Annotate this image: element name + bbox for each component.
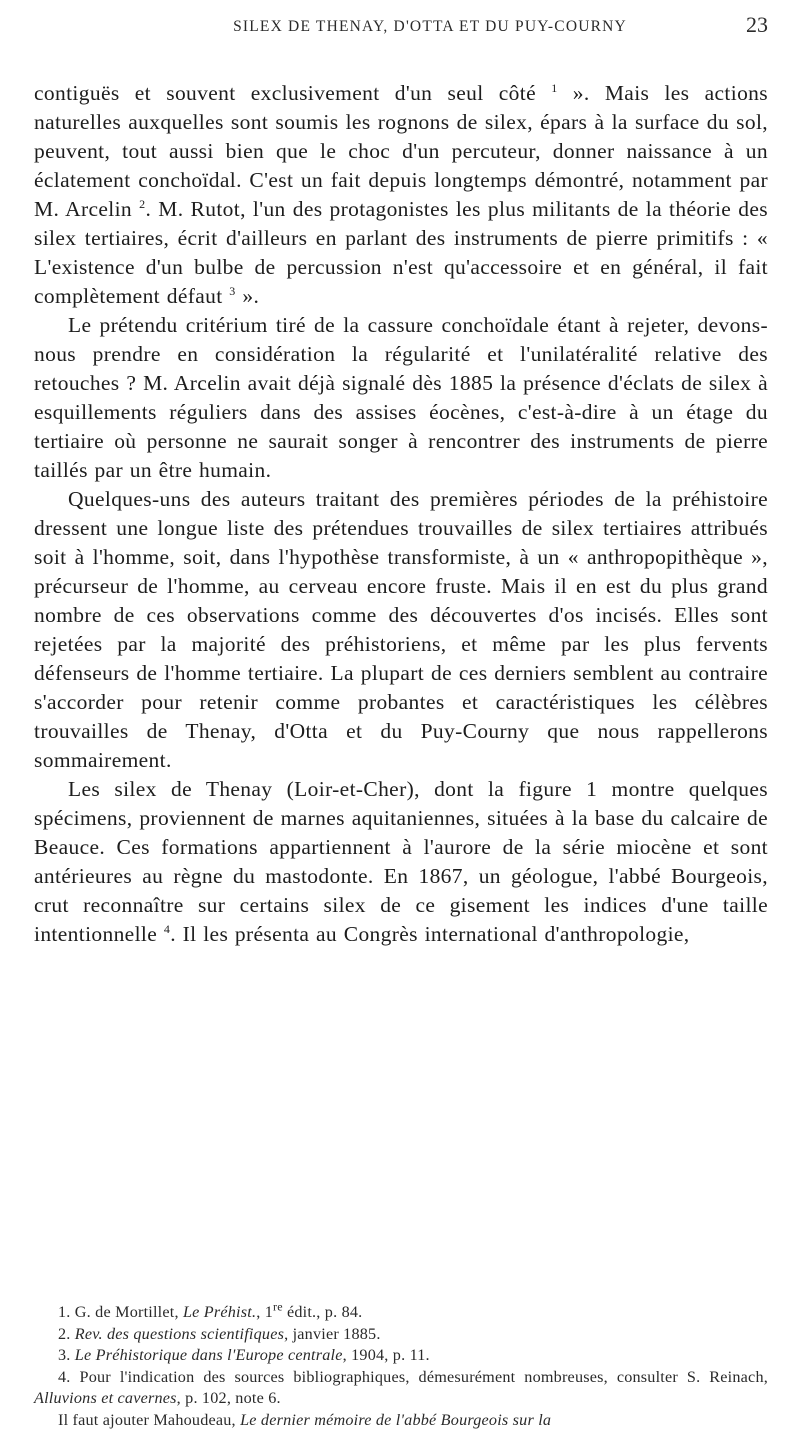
footnote-ref-4: 4 — [164, 922, 170, 936]
footnote-2-title: Rev. des questions scientifiques — [75, 1325, 284, 1343]
footnote-5 — [34, 1410, 768, 1431]
paragraph-1-text-c: . M. Rutot, l'un des protagonistes les plus militants de la théorie des silex tertiaires, écrit d'ailleurs en parlant des instruments de pierre primitifs : « L'existence d'un bulbe de percussion n'est qu'accessoire et en général, il fait complètement défaut — [34, 197, 768, 308]
footnote-ref-1: 1 — [551, 81, 557, 95]
footnote-4-text-b: , p. 102, note 6. — [177, 1389, 281, 1407]
footnote-4-text-a: 4. Pour l'indication des sources bibliographiques, démesurément nombreuses, consulter S. Reinach, — [58, 1368, 768, 1386]
footnote-5-title: Le dernier mémoire de l'abbé Bourgeois sur la — [240, 1411, 551, 1429]
footnote-4 — [34, 1367, 768, 1410]
paragraph-1-text-a: contiguës et souvent exclusivement d'un seul côté — [34, 81, 536, 105]
footnote-1-num: 1. G. de Mortillet, — [58, 1303, 183, 1321]
paragraph-3: Quelques-uns des auteurs traitant des premières périodes de la préhistoire dressent une longue liste des prétendues trouvailles de silex tertiaires attribués soit à l'homme, soit, dans l'hypothèse transformiste, à un « anthropopithèque », précurseur de l'homme, au cerveau encore fruste. Mais il en est du plus grand nombre de ces observations comme des découvertes d'os incisés. Elles sont rejetées par la majorité des préhistoriens, et même par les plus fervents défenseurs de l'homme tertiaire. La plupart de ces derniers semblent au contraire s'accorder pour retenir comme probantes et caractéristiques les célèbres trouvailles de Thenay, d'Otta et du Puy-Courny que nous rappellerons sommairement. — [34, 485, 768, 775]
footnote-1 — [34, 1302, 768, 1324]
body-text — [34, 79, 768, 949]
footnote-2-rest: , janvier 1885. — [284, 1325, 381, 1343]
footnote-1-rest: édit., p. 84. — [283, 1303, 363, 1321]
footnote-1-edition-sup: re — [273, 1300, 283, 1314]
footnote-3 — [34, 1345, 768, 1367]
paragraph-1 — [34, 79, 768, 311]
paragraph-1-text-d: ». — [236, 284, 260, 308]
footnote-1-edition: , 1 — [256, 1303, 273, 1321]
paragraph-2: Le prétendu critérium tiré de la cassure conchoïdale étant à rejeter, devons-nous prendre en considération la régularité et l'unilatéralité relative des retouches ? M. Arcelin avait déjà signalé dès 1885 la présence d'éclats de silex à esquillements réguliers dans des assises éocènes, c'est-à-dire à un étage du tertiaire où personne ne saurait songer à rencontrer des instruments de pierre taillés par un être humain. — [34, 311, 768, 485]
paragraph-4 — [34, 775, 768, 949]
footnote-5-text-a: Il faut ajouter Mahoudeau, — [58, 1411, 240, 1429]
footnote-3-num: 3. — [58, 1346, 75, 1364]
footnote-4-title: Alluvions et cavernes — [34, 1389, 177, 1407]
footnote-1-title: Le Préhist. — [183, 1303, 256, 1321]
footnote-2-num: 2. — [58, 1325, 75, 1343]
paragraph-4-text-a: Les silex de Thenay (Loir-et-Cher), dont la figure 1 montre quelques spécimens, proviennent de marnes aquitaniennes, situées à la base du calcaire de Beauce. Ces formations appartiennent à l'aurore de la série miocène et sont antérieures au règne du mastodonte. En 1867, un géologue, l'abbé Bourgeois, crut reconnaître sur certains silex de ce gisement les indices d'une taille intentionnelle — [34, 777, 768, 946]
running-title: SILEX DE THENAY, D'OTTA ET DU PUY-COURNY — [150, 18, 710, 36]
paragraph-1-text-b: ». Mais les actions naturelles auxquelles sont soumis les rognons de silex, épars à la surface du sol, peuvent, tout aussi bien que le choc d'un percuteur, donner naissance à un éclatement conchoïdal. C'est un fait depuis longtemps démontré, notamment par M. Arcelin — [34, 81, 768, 221]
footnote-ref-2: 2 — [139, 197, 145, 211]
footnote-3-title: Le Préhistorique dans l'Europe centrale — [75, 1346, 343, 1364]
footnote-2 — [34, 1324, 768, 1346]
footnote-3-rest: , 1904, p. 11. — [343, 1346, 430, 1364]
page-number: 23 — [746, 12, 768, 38]
paragraph-4-text-b: . Il les présenta au Congrès international d'anthropologie, — [170, 922, 689, 946]
footnotes — [34, 1302, 768, 1431]
footnote-ref-3: 3 — [229, 284, 235, 298]
